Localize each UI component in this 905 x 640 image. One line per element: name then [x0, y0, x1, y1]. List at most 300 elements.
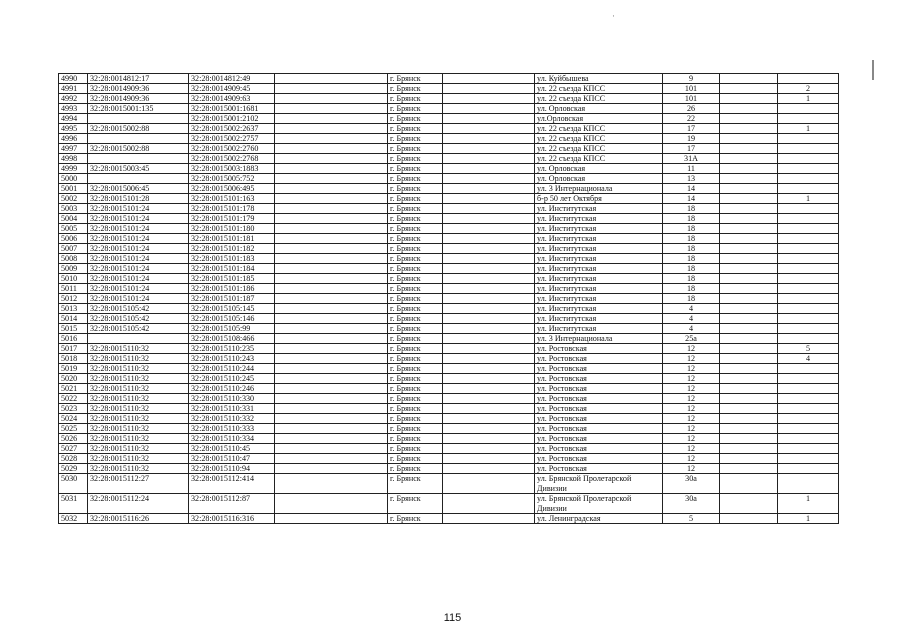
cell-cadastral-parcel: 32:28:0015101:28 — [88, 194, 189, 204]
cell-house-number: 17 — [663, 124, 720, 134]
cell-count — [778, 164, 839, 174]
table-row — [59, 414, 839, 424]
cell-cadastral-parcel: 32:28:0015101:24 — [88, 244, 189, 254]
cell-count — [778, 364, 839, 374]
table-row — [59, 194, 839, 204]
table-row — [59, 464, 839, 474]
cell-count: 4 — [778, 354, 839, 364]
cell-empty-col-2 — [443, 284, 535, 294]
cell-empty-col-3 — [720, 434, 778, 444]
cell-cadastral-parcel — [88, 334, 189, 344]
cell-house-number: 12 — [663, 444, 720, 454]
cell-count: 1 — [778, 514, 839, 524]
cell-empty-col — [275, 94, 388, 104]
cell-row-number: 5004 — [59, 214, 88, 224]
cell-row-number: 5020 — [59, 374, 88, 384]
cell-count — [778, 374, 839, 384]
cell-row-number: 5006 — [59, 234, 88, 244]
cell-house-number: 12 — [663, 374, 720, 384]
cell-empty-col — [275, 204, 388, 214]
table-row — [59, 494, 839, 514]
cell-empty-col-2 — [443, 74, 535, 84]
cell-row-number: 5013 — [59, 304, 88, 314]
cell-count — [778, 224, 839, 234]
cell-empty-col-3 — [720, 464, 778, 474]
cell-count — [778, 394, 839, 404]
cell-city: г. Брянск — [388, 374, 443, 384]
cell-cadastral-parcel: 32:28:0015110:32 — [88, 404, 189, 414]
cell-empty-col — [275, 434, 388, 444]
cell-city: г. Брянск — [388, 324, 443, 334]
cell-city: г. Брянск — [388, 234, 443, 244]
cell-count — [778, 454, 839, 464]
cell-count — [778, 74, 839, 84]
cell-house-number: 18 — [663, 224, 720, 234]
cell-row-number: 5015 — [59, 324, 88, 334]
cell-city: г. Брянск — [388, 314, 443, 324]
cell-count — [778, 334, 839, 344]
cell-empty-col-2 — [443, 154, 535, 164]
table-row — [59, 384, 839, 394]
cell-row-number: 5011 — [59, 284, 88, 294]
cell-street: ул. Орловская — [535, 164, 663, 174]
cell-city: г. Брянск — [388, 84, 443, 94]
cell-empty-col — [275, 184, 388, 194]
cell-empty-col-2 — [443, 494, 535, 514]
cell-cadastral-parcel: 32:28:0015110:32 — [88, 394, 189, 404]
cell-empty-col — [275, 254, 388, 264]
cell-cadastral-object: 32:28:0015101:180 — [189, 224, 275, 234]
cell-row-number: 5030 — [59, 474, 88, 494]
cell-count — [778, 254, 839, 264]
cell-row-number: 5024 — [59, 414, 88, 424]
cell-city: г. Брянск — [388, 114, 443, 124]
cell-city: г. Брянск — [388, 134, 443, 144]
table-row — [59, 474, 839, 494]
cell-street: ул. Ростовская — [535, 404, 663, 414]
cell-empty-col — [275, 144, 388, 154]
cell-empty-col-3 — [720, 394, 778, 404]
cell-street: ул. Ростовская — [535, 444, 663, 454]
table-row — [59, 264, 839, 274]
cell-row-number: 5008 — [59, 254, 88, 264]
cell-cadastral-parcel: 32:28:0015101:24 — [88, 254, 189, 264]
cell-house-number: 22 — [663, 114, 720, 124]
cell-city: г. Брянск — [388, 364, 443, 374]
cell-house-number: 18 — [663, 294, 720, 304]
table-row — [59, 404, 839, 414]
cell-empty-col — [275, 104, 388, 114]
cell-empty-col-3 — [720, 134, 778, 144]
table-row — [59, 354, 839, 364]
cell-empty-col-2 — [443, 354, 535, 364]
register-body — [59, 74, 839, 524]
cell-cadastral-object: 32:28:0015002:2760 — [189, 144, 275, 154]
table-row — [59, 114, 839, 124]
page-number: 115 — [443, 612, 462, 624]
cell-empty-col — [275, 164, 388, 174]
cell-house-number: 30а — [663, 494, 720, 514]
cell-street: ул. Институтская — [535, 314, 663, 324]
cell-cadastral-object: 32:28:0015110:330 — [189, 394, 275, 404]
cell-city: г. Брянск — [388, 164, 443, 174]
cell-empty-col-3 — [720, 244, 778, 254]
cell-cadastral-object: 32:28:0015112:87 — [189, 494, 275, 514]
cell-empty-col — [275, 224, 388, 234]
cell-house-number: 17 — [663, 144, 720, 154]
cell-cadastral-object: 32:28:0015001:2102 — [189, 114, 275, 124]
cell-count — [778, 304, 839, 314]
cell-empty-col-3 — [720, 354, 778, 364]
cell-street: ул. Ростовская — [535, 424, 663, 434]
cell-cadastral-object: 32:28:0015002:2757 — [189, 134, 275, 144]
table-row — [59, 174, 839, 184]
cell-street: ул. Ростовская — [535, 364, 663, 374]
cell-street: ул. Институтская — [535, 224, 663, 234]
table-row — [59, 94, 839, 104]
cell-house-number: 18 — [663, 274, 720, 284]
cell-empty-col — [275, 264, 388, 274]
cell-house-number: 12 — [663, 394, 720, 404]
cell-house-number: 31А — [663, 154, 720, 164]
cell-empty-col-2 — [443, 214, 535, 224]
cell-house-number: 18 — [663, 234, 720, 244]
cell-empty-col — [275, 474, 388, 494]
cell-row-number: 5032 — [59, 514, 88, 524]
cell-street: ул. Ростовская — [535, 454, 663, 464]
table-row — [59, 124, 839, 134]
cell-cadastral-object: 32:28:0015002:2768 — [189, 154, 275, 164]
cell-row-number: 5021 — [59, 384, 88, 394]
cell-house-number: 12 — [663, 414, 720, 424]
cell-city: г. Брянск — [388, 414, 443, 424]
cell-row-number: 5022 — [59, 394, 88, 404]
cell-house-number: 14 — [663, 184, 720, 194]
cell-cadastral-object: 32:28:0015101:187 — [189, 294, 275, 304]
cell-house-number: 12 — [663, 454, 720, 464]
cell-empty-col-2 — [443, 264, 535, 274]
cell-street: ул. Институтская — [535, 304, 663, 314]
cell-empty-col — [275, 454, 388, 464]
cell-empty-col-2 — [443, 334, 535, 344]
table-row — [59, 284, 839, 294]
cell-empty-col-3 — [720, 194, 778, 204]
table-row — [59, 424, 839, 434]
cell-empty-col-3 — [720, 304, 778, 314]
cell-count — [778, 284, 839, 294]
cell-count — [778, 294, 839, 304]
cell-empty-col — [275, 334, 388, 344]
table-row — [59, 344, 839, 354]
cell-empty-col-3 — [720, 344, 778, 354]
table-row — [59, 364, 839, 374]
cell-city: г. Брянск — [388, 254, 443, 264]
cell-cadastral-parcel — [88, 154, 189, 164]
cell-empty-col — [275, 284, 388, 294]
table-row — [59, 294, 839, 304]
cell-empty-col-2 — [443, 234, 535, 244]
cell-empty-col-3 — [720, 224, 778, 234]
cell-empty-col-3 — [720, 324, 778, 334]
cell-cadastral-parcel: 32:28:0015001:135 — [88, 104, 189, 114]
cell-count — [778, 274, 839, 284]
table-row — [59, 394, 839, 404]
cell-cadastral-object: 32:28:0015005:752 — [189, 174, 275, 184]
cell-cadastral-object: 32:28:0015101:179 — [189, 214, 275, 224]
cell-row-number: 5031 — [59, 494, 88, 514]
cell-street: ул. Институтская — [535, 214, 663, 224]
cell-empty-col — [275, 494, 388, 514]
cell-cadastral-object: 32:28:0015003:1883 — [189, 164, 275, 174]
cell-city: г. Брянск — [388, 274, 443, 284]
cell-empty-col-3 — [720, 334, 778, 344]
cell-count — [778, 174, 839, 184]
cell-empty-col-2 — [443, 144, 535, 154]
cell-cadastral-object: 32:28:0015110:245 — [189, 374, 275, 384]
table-row — [59, 164, 839, 174]
cell-empty-col-2 — [443, 224, 535, 234]
cell-empty-col-2 — [443, 194, 535, 204]
cell-count — [778, 474, 839, 494]
cell-empty-col-3 — [720, 84, 778, 94]
cell-city: г. Брянск — [388, 434, 443, 444]
cell-empty-col-2 — [443, 244, 535, 254]
cell-street: ул. Институтская — [535, 234, 663, 244]
cell-empty-col-2 — [443, 124, 535, 134]
cell-street: ул. Ростовская — [535, 374, 663, 384]
cell-cadastral-object: 32:28:0014812:49 — [189, 74, 275, 84]
cell-street: ул. Орловская — [535, 174, 663, 184]
cell-empty-col-2 — [443, 384, 535, 394]
cell-street: ул.Орловская — [535, 114, 663, 124]
cell-count — [778, 264, 839, 274]
cell-empty-col-3 — [720, 494, 778, 514]
cell-house-number: 9 — [663, 74, 720, 84]
cell-row-number: 5027 — [59, 444, 88, 454]
cell-cadastral-object: 32:28:0015110:244 — [189, 364, 275, 374]
cell-row-number: 5016 — [59, 334, 88, 344]
table-row — [59, 154, 839, 164]
cell-count — [778, 444, 839, 454]
cell-empty-col — [275, 294, 388, 304]
cell-cadastral-object: 32:28:0015110:246 — [189, 384, 275, 394]
cell-row-number: 4990 — [59, 74, 88, 84]
cell-city: г. Брянск — [388, 334, 443, 344]
cell-empty-col — [275, 414, 388, 424]
cell-count: 2 — [778, 84, 839, 94]
cell-count — [778, 134, 839, 144]
cell-row-number: 4997 — [59, 144, 88, 154]
cell-row-number: 5002 — [59, 194, 88, 204]
cell-city: г. Брянск — [388, 474, 443, 494]
cell-empty-col-3 — [720, 454, 778, 464]
cell-cadastral-object: 32:28:0014909:63 — [189, 94, 275, 104]
cell-count — [778, 434, 839, 444]
cell-street: ул. Институтская — [535, 294, 663, 304]
cell-cadastral-object: 32:28:0015101:178 — [189, 204, 275, 214]
cell-count — [778, 184, 839, 194]
cell-street: ул. Ростовская — [535, 414, 663, 424]
cell-cadastral-parcel: 32:28:0015110:32 — [88, 364, 189, 374]
cell-empty-col-2 — [443, 294, 535, 304]
cell-row-number: 5023 — [59, 404, 88, 414]
cell-empty-col-2 — [443, 114, 535, 124]
cell-empty-col-2 — [443, 374, 535, 384]
cell-row-number: 4995 — [59, 124, 88, 134]
cell-cadastral-parcel — [88, 134, 189, 144]
cell-city: г. Брянск — [388, 94, 443, 104]
cell-street: ул. Брянской Пролетарской Дивизии — [535, 474, 663, 494]
cell-cadastral-parcel: 32:28:0015110:32 — [88, 354, 189, 364]
cell-cadastral-parcel: 32:28:0015101:24 — [88, 294, 189, 304]
cell-empty-col — [275, 234, 388, 244]
cell-house-number: 12 — [663, 404, 720, 414]
cell-empty-col-2 — [443, 454, 535, 464]
cell-street: ул. Институтская — [535, 274, 663, 284]
cell-row-number: 4992 — [59, 94, 88, 104]
cell-cadastral-parcel: 32:28:0015101:24 — [88, 264, 189, 274]
cell-empty-col-2 — [443, 474, 535, 494]
cell-empty-col-3 — [720, 124, 778, 134]
cell-cadastral-object: 32:28:0015110:333 — [189, 424, 275, 434]
cell-cadastral-parcel: 32:28:0015110:32 — [88, 414, 189, 424]
cell-city: г. Брянск — [388, 224, 443, 234]
cell-empty-col — [275, 364, 388, 374]
cell-cadastral-parcel: 32:28:0015003:45 — [88, 164, 189, 174]
cell-empty-col-2 — [443, 94, 535, 104]
cell-city: г. Брянск — [388, 354, 443, 364]
cell-house-number: 12 — [663, 424, 720, 434]
table-row — [59, 514, 839, 524]
cell-city: г. Брянск — [388, 404, 443, 414]
cell-street: ул. Институтская — [535, 264, 663, 274]
cell-empty-col-3 — [720, 284, 778, 294]
cell-street: ул. 3 Интернационала — [535, 334, 663, 344]
cell-city: г. Брянск — [388, 444, 443, 454]
cell-house-number: 4 — [663, 324, 720, 334]
cell-cadastral-object: 32:28:0015006:495 — [189, 184, 275, 194]
cell-house-number: 30а — [663, 474, 720, 494]
cell-empty-col-3 — [720, 414, 778, 424]
cell-empty-col-3 — [720, 444, 778, 454]
cell-empty-col — [275, 134, 388, 144]
cell-street: ул. 22 съезда КПСС — [535, 144, 663, 154]
cell-row-number: 5000 — [59, 174, 88, 184]
cell-city: г. Брянск — [388, 194, 443, 204]
cell-cadastral-parcel: 32:28:0015110:32 — [88, 344, 189, 354]
cell-cadastral-object: 32:28:0015116:316 — [189, 514, 275, 524]
cell-empty-col — [275, 154, 388, 164]
cell-count — [778, 314, 839, 324]
table-row — [59, 454, 839, 464]
cell-row-number: 4996 — [59, 134, 88, 144]
cell-cadastral-parcel: 32:28:0015101:24 — [88, 284, 189, 294]
cell-street: ул. Ростовская — [535, 344, 663, 354]
cell-street: ул. Институтская — [535, 324, 663, 334]
cell-count — [778, 404, 839, 414]
cell-city: г. Брянск — [388, 284, 443, 294]
cell-empty-col — [275, 314, 388, 324]
cell-cadastral-parcel: 32:28:0015105:42 — [88, 304, 189, 314]
table-row — [59, 304, 839, 314]
cell-row-number: 5001 — [59, 184, 88, 194]
cell-empty-col — [275, 194, 388, 204]
cell-city: г. Брянск — [388, 384, 443, 394]
cell-street: ул. Институтская — [535, 254, 663, 264]
table-row — [59, 84, 839, 94]
cell-cadastral-object: 32:28:0015110:45 — [189, 444, 275, 454]
cell-empty-col-3 — [720, 294, 778, 304]
cell-city: г. Брянск — [388, 174, 443, 184]
cell-count — [778, 154, 839, 164]
cell-cadastral-object: 32:28:0015101:183 — [189, 254, 275, 264]
cell-city: г. Брянск — [388, 394, 443, 404]
cell-row-number: 4993 — [59, 104, 88, 114]
table-row — [59, 214, 839, 224]
table-row — [59, 104, 839, 114]
cell-street: ул. 3 Интернационала — [535, 184, 663, 194]
cell-city: г. Брянск — [388, 144, 443, 154]
cell-street: ул. 22 съезда КПСС — [535, 154, 663, 164]
table-row — [59, 74, 839, 84]
cell-empty-col-2 — [443, 434, 535, 444]
cell-row-number: 5025 — [59, 424, 88, 434]
cell-cadastral-object: 32:28:0015101:181 — [189, 234, 275, 244]
cell-count — [778, 464, 839, 474]
cell-house-number: 18 — [663, 264, 720, 274]
cell-city: г. Брянск — [388, 124, 443, 134]
cell-house-number: 4 — [663, 304, 720, 314]
table-row — [59, 254, 839, 264]
cell-cadastral-parcel: 32:28:0015116:26 — [88, 514, 189, 524]
cell-empty-col-3 — [720, 404, 778, 414]
cell-row-number: 5026 — [59, 434, 88, 444]
cell-cadastral-object: 32:28:0015110:331 — [189, 404, 275, 414]
table-row — [59, 434, 839, 444]
cell-house-number: 18 — [663, 204, 720, 214]
cell-house-number: 25а — [663, 334, 720, 344]
cell-empty-col — [275, 174, 388, 184]
cell-count: 5 — [778, 344, 839, 354]
cell-cadastral-parcel: 32:28:0015112:27 — [88, 474, 189, 494]
cell-street: ул. Ростовская — [535, 464, 663, 474]
cell-empty-col-2 — [443, 344, 535, 354]
cell-city: г. Брянск — [388, 244, 443, 254]
cell-empty-col-2 — [443, 464, 535, 474]
cell-row-number: 5017 — [59, 344, 88, 354]
cell-city: г. Брянск — [388, 154, 443, 164]
cell-cadastral-object: 32:28:0015112:414 — [189, 474, 275, 494]
cell-cadastral-parcel: 32:28:0014812:17 — [88, 74, 189, 84]
cell-empty-col — [275, 324, 388, 334]
cell-empty-col-3 — [720, 234, 778, 244]
cell-cadastral-parcel: 32:28:0015105:42 — [88, 314, 189, 324]
cell-cadastral-parcel: 32:28:0015110:32 — [88, 384, 189, 394]
cell-empty-col-3 — [720, 314, 778, 324]
cell-house-number: 18 — [663, 214, 720, 224]
cell-count: 1 — [778, 94, 839, 104]
cell-city: г. Брянск — [388, 514, 443, 524]
cell-count — [778, 234, 839, 244]
cell-empty-col-2 — [443, 204, 535, 214]
cell-house-number: 12 — [663, 354, 720, 364]
cell-empty-col — [275, 424, 388, 434]
cell-cadastral-parcel — [88, 174, 189, 184]
cell-row-number: 5028 — [59, 454, 88, 464]
table-row — [59, 314, 839, 324]
cell-count: 1 — [778, 194, 839, 204]
table-row — [59, 324, 839, 334]
